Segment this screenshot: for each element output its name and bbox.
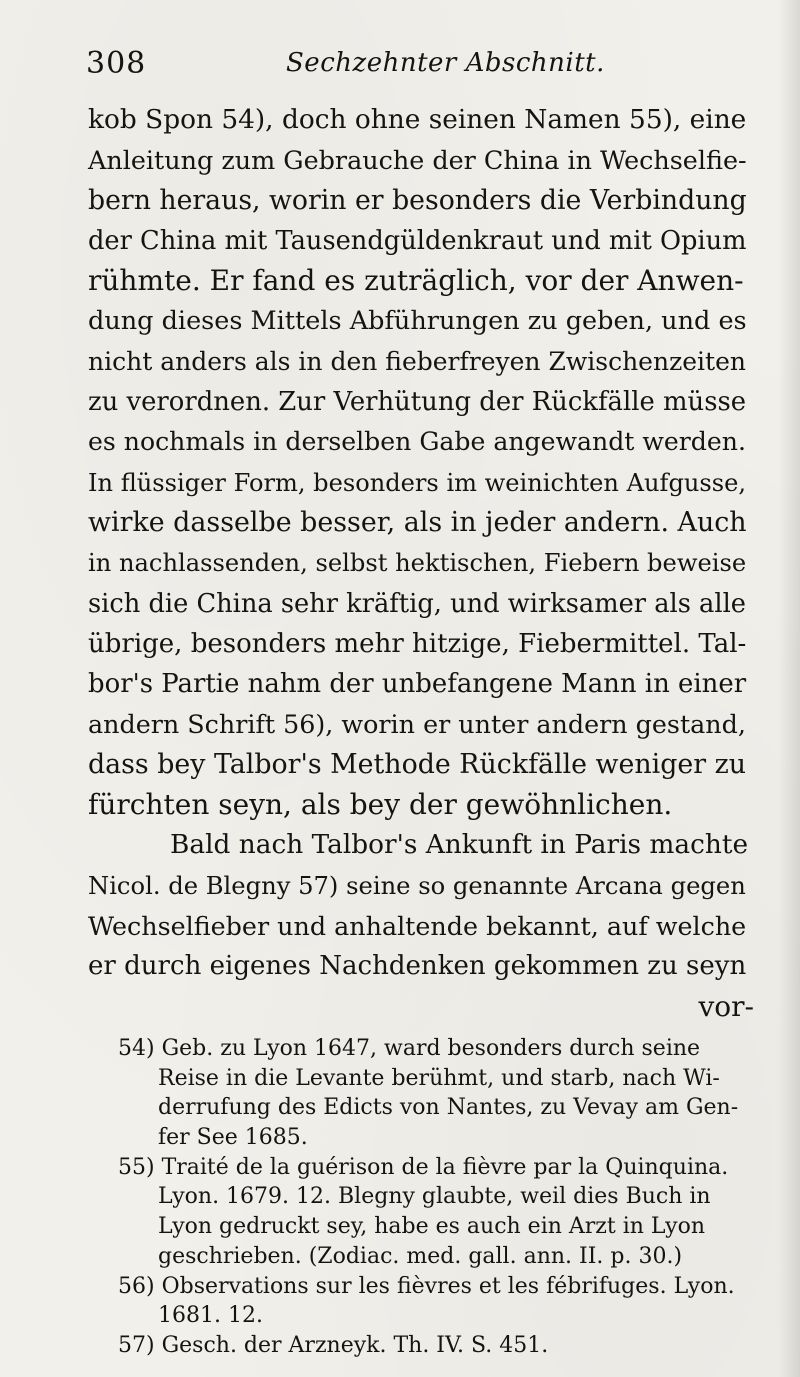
footnote-55-cont: Lyon. 1679. 12. Blegny glaubte, weil dies Buch in (158, 1184, 711, 1210)
text-line: nicht anders als in den fieberfreyen Zwischenzeiten (88, 346, 746, 376)
text-line: bern heraus, worin er besonders die Verbindung (88, 184, 747, 216)
catchword: vor- (698, 989, 754, 1023)
footnote-54-cont: Reise in die Levante berühmt, und starb, nach Wi- (158, 1065, 720, 1091)
footnotes (118, 1034, 763, 1361)
text-line: dass bey Talbor's Methode Rückfälle weniger zu (88, 748, 747, 780)
text-line: bor's Partie nahm der unbefangene Mann in einer (88, 669, 747, 700)
text-line: in nachlassenden, selbst hektischen, Fiebern beweise (88, 549, 747, 578)
text-line: es nochmals in derselben Gabe angewandt werden. (88, 427, 746, 457)
text-line: der China mit Tausendgüldenkraut und mit Opium (88, 225, 747, 256)
page-header (86, 46, 766, 86)
footnote-56: 56) Observations sur les fièvres et les fébrifuges. Lyon. (118, 1273, 735, 1299)
footnote-55-cont: geschrieben. (Zodiac. med. gall. ann. II. p. 30.) (158, 1243, 683, 1269)
main-text (88, 100, 760, 1027)
footnote-55: 55) Traité de la guérison de la fièvre par la Quinquina. (118, 1154, 729, 1180)
text-line: sich die China sehr kräftig, und wirksamer als alle (88, 588, 746, 619)
text-line: er durch eigenes Nachdenken gekommen zu seyn (88, 951, 747, 982)
text-line: fürchten seyn, als bey der gewöhnlichen. (88, 788, 673, 822)
footnote-55-cont: Lyon gedruckt sey, habe es auch ein Arzt in Lyon (158, 1214, 705, 1240)
page-edge-shadow (778, 0, 800, 1377)
text-line: übrige, besonders mehr hitzige, Fiebermittel. Tal- (88, 628, 747, 659)
text-line: rühmte. Er fand es zuträglich, vor der Anwen- (88, 264, 744, 298)
footnote-57: 57) Gesch. der Arzneyk. Th. IV. S. 451. (118, 1332, 549, 1358)
text-line: dung dieses Mittels Abführungen zu geben, und es (88, 306, 747, 337)
text-line: andern Schrift 56), worin er unter andern gestand, (88, 709, 746, 740)
text-line: Nicol. de Blegny 57) seine so genannte Arcana gegen (88, 871, 746, 900)
running-head: Sechzehnter Abschnitt. (286, 48, 605, 78)
text-line: In flüssiger Form, besonders im weinichten Aufgusse, (88, 468, 747, 497)
text-line: Anleitung zum Gebrauche der China in Wechselfie- (88, 145, 747, 176)
footnote-54: 54) Geb. zu Lyon 1647, ward besonders durch seine (118, 1036, 701, 1061)
paragraph-first-line: Bald nach Talbor's Ankunft in Paris machte (170, 830, 749, 861)
footnote-54-cont: derrufung des Edicts von Nantes, zu Vevay am Gen- (158, 1095, 739, 1121)
text-line: wirke dasselbe besser, als in jeder andern. Auch (88, 506, 747, 538)
page-number: 308 (86, 46, 147, 81)
text-line: kob Spon 54), doch ohne seinen Namen 55), eine (88, 105, 747, 135)
footnote-56-cont: 1681. 12. (158, 1303, 263, 1329)
text-line: zu verordnen. Zur Verhütung der Rückfälle müsse (88, 387, 747, 418)
footnote-54-cont: fer See 1685. (158, 1125, 308, 1151)
text-line: Wechselfieber und anhaltende bekannt, auf welche (88, 910, 747, 941)
